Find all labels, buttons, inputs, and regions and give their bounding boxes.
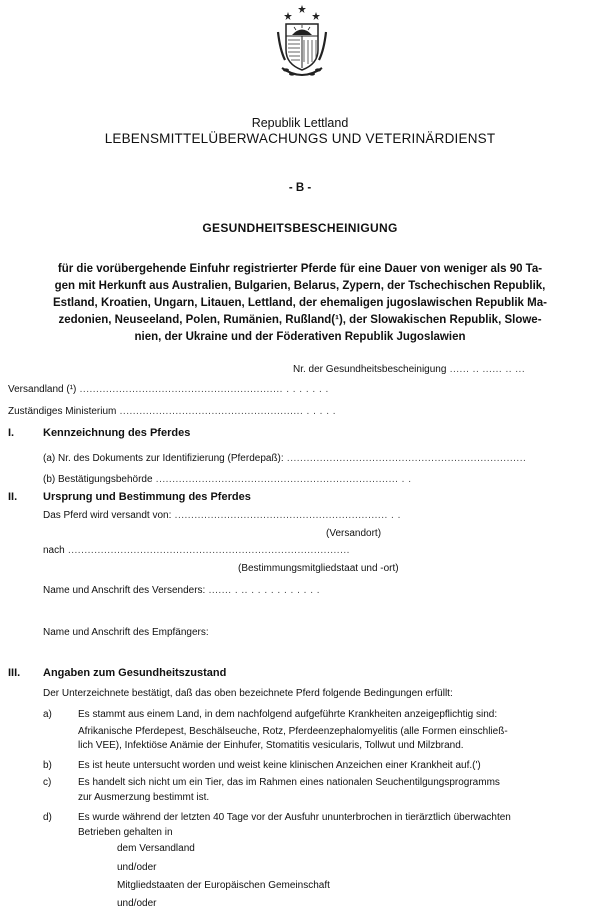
validating-authority-field[interactable]: (b) Bestätigungsbehörde .......................................................................... . . [43, 474, 412, 485]
item-label: d) [43, 812, 52, 823]
section-2-heading: Ursprung und Bestimmung des Pferdes [43, 491, 251, 503]
dispatch-country-label: Versandland (¹) [8, 384, 77, 395]
item-line: Es wurde während der letzten 40 Tage vor der Ausfuhr ununterbrochen in tierärztlich überwachten [78, 812, 511, 823]
sender-label: Name und Anschrift des Versenders: [43, 585, 206, 596]
section-2-number: II. [8, 491, 18, 503]
dispatch-place-field[interactable]: Das Pferd wird versandt von: ................................................................. . . [43, 510, 401, 521]
republic-name: Republik Lettland [251, 116, 349, 130]
coat-of-arms-emblem [276, 2, 328, 80]
dispatch-place-caption: (Versandort) [326, 528, 382, 539]
section-3-heading: Angaben zum Gesundheitszustand [43, 667, 227, 679]
passport-number-label: (a) Nr. des Dokuments zur Identifizierung (Pferdepaß): [43, 453, 284, 464]
item-line: Betrieben gehalten in [78, 827, 173, 838]
sender-field[interactable]: Name und Anschrift des Versenders: ....... . .. . . . . . . . . . . . [43, 585, 321, 596]
subtitle-line: zedonien, Neuseeland, Polen, Rumänien, Rußland(¹), der Slowakischen Republik, Slowe- [58, 314, 542, 326]
subtitle-line: für die vorübergehende Einfuhr registrierter Pferde für eine Dauer von weniger als 90 Ta- [57, 263, 543, 275]
item-line: Es ist heute untersucht worden und weist keine klinischen Anzeichen einer Krankheit auf.(') [78, 760, 481, 771]
annex-letter: - B - [288, 182, 312, 194]
passport-number-field[interactable]: (a) Nr. des Dokuments zur Identifizierung (Pferdepaß): ......................................................................... [43, 453, 527, 464]
authority-name: LEBENSMITTELÜBERWACHUNGS UND VETERINÄRDIENST [104, 131, 496, 146]
subtitle-paragraph [0, 261, 600, 346]
option-dispatch-country[interactable]: dem Versandland [117, 843, 195, 854]
destination-field[interactable]: nach ...................................................................................... [43, 545, 350, 556]
certificate-number-field[interactable]: Nr. der Gesundheitsbescheinigung ...... .. ...... .. ... [293, 364, 526, 375]
dispatch-country-field[interactable]: Versandland (¹) .............................................................. . . . . . . . [8, 384, 329, 395]
item-line: Es handelt sich nicht um ein Tier, das im Rahmen eines nationalen Seuchentilgungsprogramms [78, 777, 500, 788]
subtitle-line: Estland, Kroatien, Ungarn, Litauen, Lettland, der ehemaligen jugoslawischen Republik Ma- [53, 297, 547, 309]
item-label: b) [43, 760, 52, 771]
item-label: a) [43, 709, 52, 720]
item-line: Afrikanische Pferdepest, Beschälseuche, Rotz, Pferdeenzephalomyelitis (alle Formen einschließ- [78, 726, 508, 737]
item-label: c) [43, 777, 52, 788]
document-title: GESUNDHEITSBESCHEINIGUNG [202, 221, 398, 235]
section-1-heading: Kennzeichnung des Pferdes [43, 427, 191, 439]
ministry-label: Zuständiges Ministerium [8, 406, 117, 417]
section-3-intro: Der Unterzeichnete bestätigt, daß das oben bezeichnete Pferd folgende Bedingungen erfüllt: [43, 688, 453, 699]
section-3-number: III. [8, 667, 21, 679]
certificate-number-label: Nr. der Gesundheitsbescheinigung [293, 364, 447, 375]
ministry-field[interactable]: Zuständiges Ministerium ........................................................ . . . . . [8, 406, 337, 417]
option-and-or: und/oder [117, 898, 157, 909]
option-and-or: und/oder [117, 862, 157, 873]
item-line: zur Ausmerzung bestimmt ist. [78, 792, 210, 803]
destination-caption: (Bestimmungsmitgliedstaat und -ort) [238, 563, 399, 574]
subtitle-line: nien, der Ukraine und der Föderativen Republik Jugoslawien [134, 331, 466, 343]
item-line: lich VEE), Infektiöse Anämie der Einhufer, Stomatitis vesicularis, Tollwut und Milzbrand. [78, 740, 464, 751]
receiver-label[interactable]: Name und Anschrift des Empfängers: [43, 627, 209, 638]
subtitle-line: gen mit Herkunft aus Australien, Bulgarien, Belarus, Zypern, der Tschechischen Republik, [54, 280, 546, 292]
item-line: Es stammt aus einem Land, in dem nachfolgend aufgeführte Krankheiten anzeigepflichtig sind: [78, 709, 498, 720]
validating-authority-label: (b) Bestätigungsbehörde [43, 474, 153, 485]
dispatch-place-label: Das Pferd wird versandt von: [43, 510, 172, 521]
destination-label: nach [43, 545, 65, 556]
section-1-number: I. [8, 427, 15, 439]
option-eu-member-states[interactable]: Mitgliedstaaten der Europäischen Gemeinschaft [117, 880, 330, 891]
